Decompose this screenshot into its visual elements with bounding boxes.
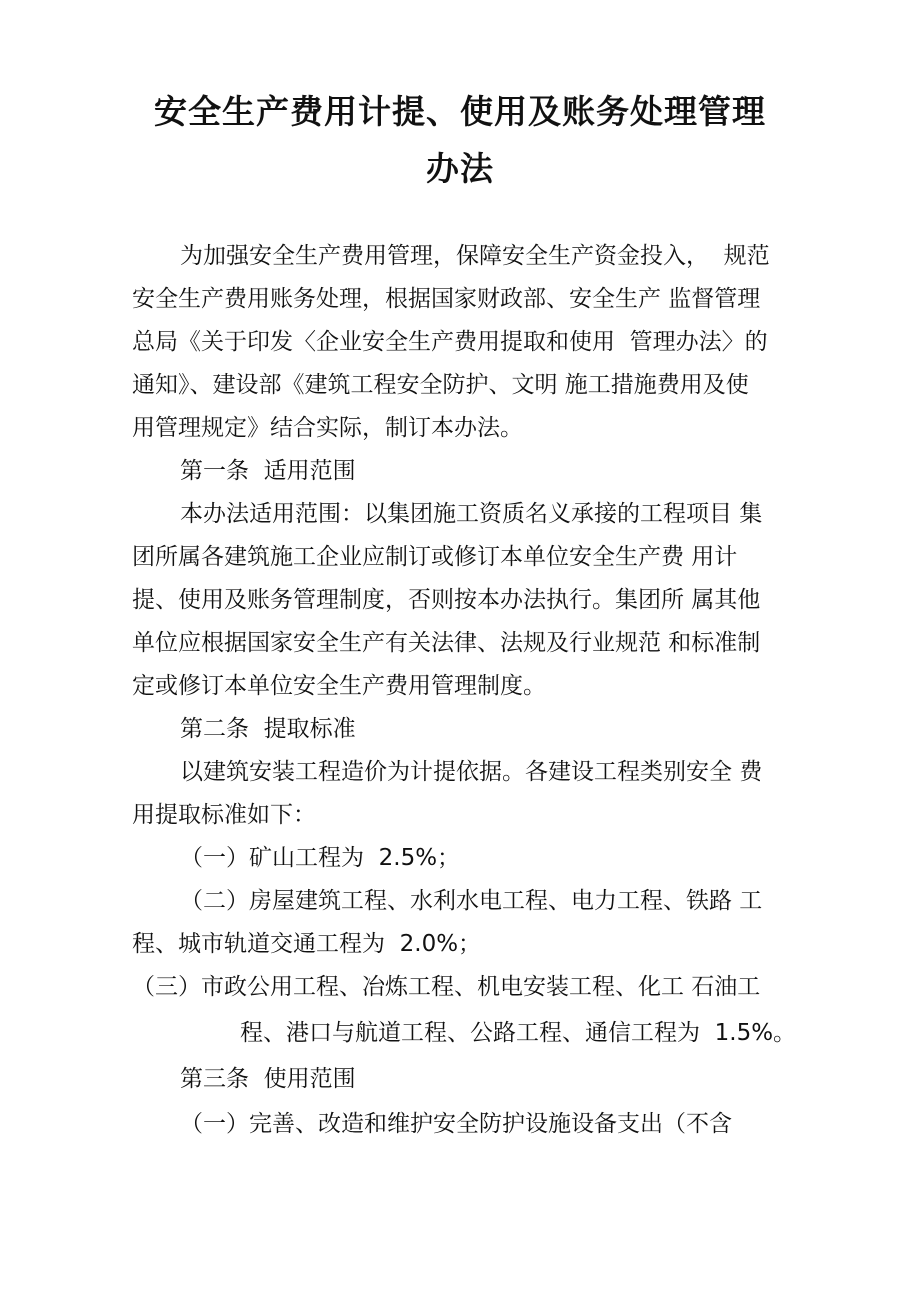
document-title-line-1: 安全生产费用计提、使用及账务处理管理 bbox=[154, 92, 766, 131]
article-1-body-line: 定或修订本单位安全生产费用管理制度。 bbox=[132, 673, 546, 699]
article-2-item: 程、城市轨道交通工程为 2.0%； bbox=[132, 931, 482, 957]
article-3-item: （一）完善、改造和维护安全防护设施设备支出（不含 bbox=[180, 1111, 732, 1137]
intro-line: 总局《关于印发〈企业安全生产费用提取和使用 管理办法〉的 bbox=[132, 329, 768, 355]
article-2-heading: 第二条 提取标准 bbox=[180, 716, 356, 742]
document-title-line-2: 办法 bbox=[426, 149, 494, 188]
intro-line: 通知》、建设部《建筑工程安全防护、文明 施工措施费用及使 bbox=[132, 372, 749, 398]
article-1-body-line: 单位应根据国家安全生产有关法律、法规及行业规范 和标准制 bbox=[132, 630, 761, 656]
article-2-item: 程、港口与航道工程、公路工程、通信工程为 1.5%。 bbox=[240, 1020, 797, 1046]
article-1-body-line: 本办法适用范围：以集团施工资质名义承接的工程项目 集 bbox=[180, 501, 763, 527]
article-2-item: （二）房屋建筑工程、水利水电工程、电力工程、铁路 工 bbox=[180, 888, 763, 914]
article-1-heading: 第一条 适用范围 bbox=[180, 458, 356, 484]
article-2-body-line: 用提取标准如下： bbox=[132, 802, 316, 828]
article-2-body-line: 以建筑安装工程造价为计提依据。各建设工程类别安全 费 bbox=[180, 759, 763, 785]
intro-line: 用管理规定》结合实际，制订本办法。 bbox=[132, 415, 523, 441]
article-2-item: （三）市政公用工程、冶炼工程、机电安装工程、化工 石油工 bbox=[132, 974, 761, 1000]
intro-line: 安全生产费用账务处理，根据国家财政部、安全生产 监督管理 bbox=[132, 286, 761, 312]
article-1-body-line: 提、使用及账务管理制度，否则按本办法执行。集团所 属其他 bbox=[132, 587, 761, 613]
article-2-item: （一）矿山工程为 2.5%； bbox=[180, 845, 461, 871]
article-3-heading: 第三条 使用范围 bbox=[180, 1066, 356, 1092]
article-1-body-line: 团所属各建筑施工企业应制订或修订本单位安全生产费 用计 bbox=[132, 544, 738, 570]
intro-line: 为加强安全生产费用管理，保障安全生产资金投入， 规范 bbox=[180, 243, 770, 269]
